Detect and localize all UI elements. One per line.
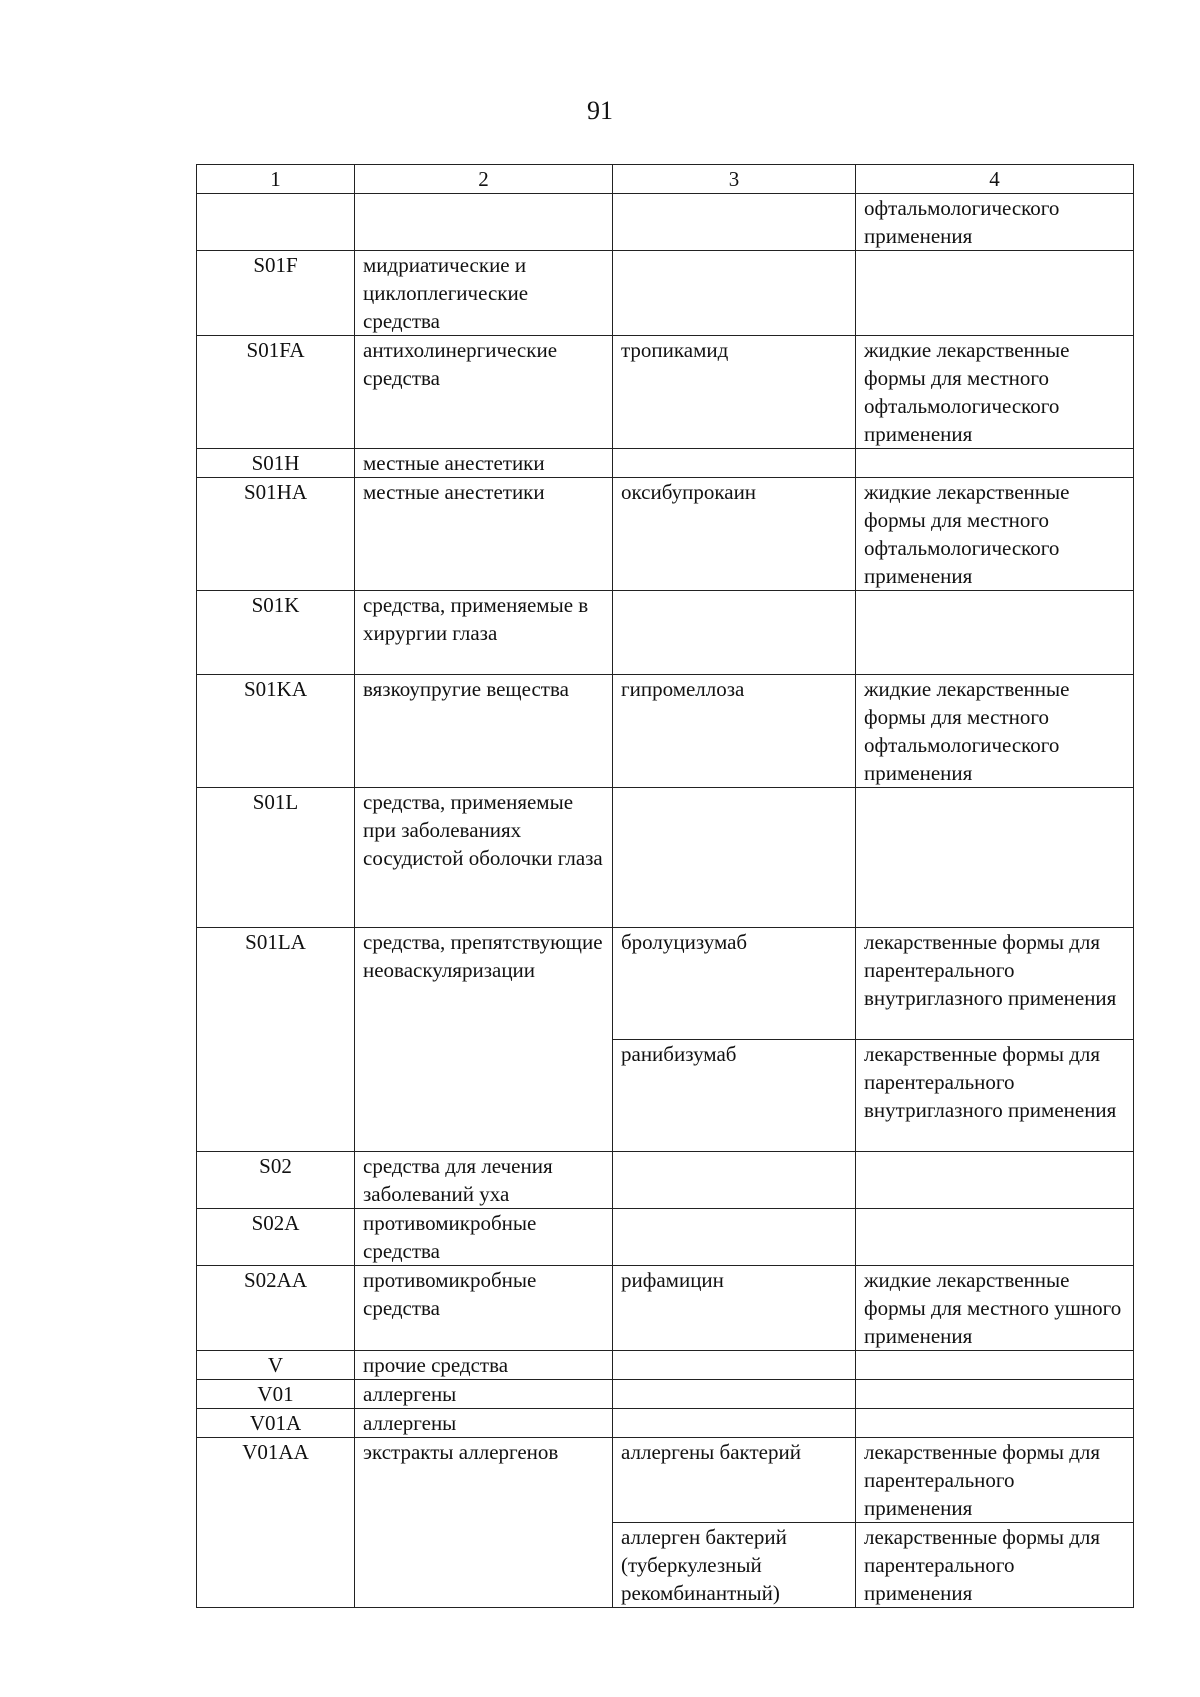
dosage-form-cell: жидкие лекарственные формы для местного офтальмологического применения <box>856 336 1134 449</box>
group-name-cell: местные анестетики <box>355 478 613 591</box>
drug-name-cell: оксибупрокаин <box>613 478 856 591</box>
group-name-cell: прочие средства <box>355 1351 613 1380</box>
drug-name-cell <box>613 1152 856 1209</box>
group-name-cell: противомикробные средства <box>355 1266 613 1351</box>
drug-name-cell: тропикамид <box>613 336 856 449</box>
dosage-form-cell: жидкие лекарственные формы для местного ушного применения <box>856 1266 1134 1351</box>
drug-name-cell: рифамицин <box>613 1266 856 1351</box>
table-row <box>197 1266 1134 1351</box>
table-row <box>197 478 1134 591</box>
dosage-form-cell <box>856 1351 1134 1380</box>
dosage-form-cell: лекарственные формы для парентерального применения <box>856 1523 1134 1608</box>
atc-code-cell: S01LA <box>197 928 355 1152</box>
atc-code-cell: S01K <box>197 591 355 675</box>
group-name-cell: аллергены <box>355 1380 613 1409</box>
group-name-cell: аллергены <box>355 1409 613 1438</box>
drug-name-cell <box>613 1209 856 1266</box>
atc-code-cell: S01HA <box>197 478 355 591</box>
dosage-form-cell <box>856 251 1134 336</box>
drug-name-cell <box>613 194 856 251</box>
group-name-cell: экстракты аллергенов <box>355 1438 613 1608</box>
drug-name-cell <box>613 1351 856 1380</box>
dosage-form-cell: жидкие лекарственные формы для местного офтальмологического применения <box>856 675 1134 788</box>
table-row <box>197 449 1134 478</box>
dosage-form-cell: лекарственные формы для парентерального применения <box>856 1438 1134 1523</box>
drug-name-cell: аллергены бактерий <box>613 1438 856 1523</box>
group-name-cell: средства, применяемые при заболеваниях сосудистой оболочки глаза <box>355 788 613 928</box>
table-row <box>197 1409 1134 1438</box>
dosage-form-cell: лекарственные формы для парентерального внутриглазного применения <box>856 1040 1134 1152</box>
atc-code-cell: S02AA <box>197 1266 355 1351</box>
dosage-form-cell: лекарственные формы для парентерального внутриглазного применения <box>856 928 1134 1040</box>
dosage-form-cell <box>856 1409 1134 1438</box>
dosage-form-cell <box>856 1152 1134 1209</box>
group-name-cell <box>355 194 613 251</box>
table-row <box>197 1209 1134 1266</box>
drug-name-cell: гипромеллоза <box>613 675 856 788</box>
column-header: 1 <box>197 165 355 194</box>
dosage-form-cell: офтальмологического применения <box>856 194 1134 251</box>
page-number: 91 <box>587 96 613 125</box>
drug-name-cell <box>613 251 856 336</box>
table-row <box>197 194 1134 251</box>
drug-name-cell <box>613 591 856 675</box>
atc-code-cell: S01F <box>197 251 355 336</box>
table-row <box>197 591 1134 675</box>
column-header: 4 <box>856 165 1134 194</box>
dosage-form-cell <box>856 788 1134 928</box>
table-row <box>197 336 1134 449</box>
atc-code-cell: V01A <box>197 1409 355 1438</box>
atc-code-cell: S01L <box>197 788 355 928</box>
atc-code-cell: V <box>197 1351 355 1380</box>
dosage-form-cell <box>856 591 1134 675</box>
drug-name-cell <box>613 1380 856 1409</box>
table-row <box>197 1152 1134 1209</box>
dosage-form-cell: жидкие лекарственные формы для местного офтальмологического применения <box>856 478 1134 591</box>
table-row <box>197 1438 1134 1523</box>
atc-code-cell <box>197 194 355 251</box>
group-name-cell: антихолинергические средства <box>355 336 613 449</box>
drug-name-cell: бролуцизумаб <box>613 928 856 1040</box>
dosage-form-cell <box>856 1209 1134 1266</box>
dosage-form-cell <box>856 1380 1134 1409</box>
drug-name-cell: аллерген бактерий (туберкулезный рекомбинантный) <box>613 1523 856 1608</box>
table-row <box>197 1380 1134 1409</box>
table-row <box>197 675 1134 788</box>
group-name-cell: противомикробные средства <box>355 1209 613 1266</box>
atc-code-cell: S02A <box>197 1209 355 1266</box>
drug-name-cell: ранибизумаб <box>613 1040 856 1152</box>
atc-code-cell: S01KA <box>197 675 355 788</box>
atc-code-cell: S01H <box>197 449 355 478</box>
table-header-row <box>197 165 1134 194</box>
drug-name-cell <box>613 1409 856 1438</box>
drug-name-cell <box>613 788 856 928</box>
column-header: 2 <box>355 165 613 194</box>
column-header: 3 <box>613 165 856 194</box>
group-name-cell: мидриатические и циклоплегические средства <box>355 251 613 336</box>
group-name-cell: средства для лечения заболеваний уха <box>355 1152 613 1209</box>
table-row <box>197 788 1134 928</box>
table-row <box>197 251 1134 336</box>
atc-code-cell: S02 <box>197 1152 355 1209</box>
atc-code-cell: V01 <box>197 1380 355 1409</box>
dosage-form-cell <box>856 449 1134 478</box>
group-name-cell: средства, применяемые в хирургии глаза <box>355 591 613 675</box>
atc-code-cell: S01FA <box>197 336 355 449</box>
group-name-cell: вязкоупругие вещества <box>355 675 613 788</box>
drug-table <box>196 164 1134 1608</box>
group-name-cell: средства, препятствующие неоваскуляризации <box>355 928 613 1152</box>
atc-code-cell: V01AA <box>197 1438 355 1608</box>
table-row <box>197 1351 1134 1380</box>
drug-name-cell <box>613 449 856 478</box>
group-name-cell: местные анестетики <box>355 449 613 478</box>
table-row <box>197 928 1134 1040</box>
